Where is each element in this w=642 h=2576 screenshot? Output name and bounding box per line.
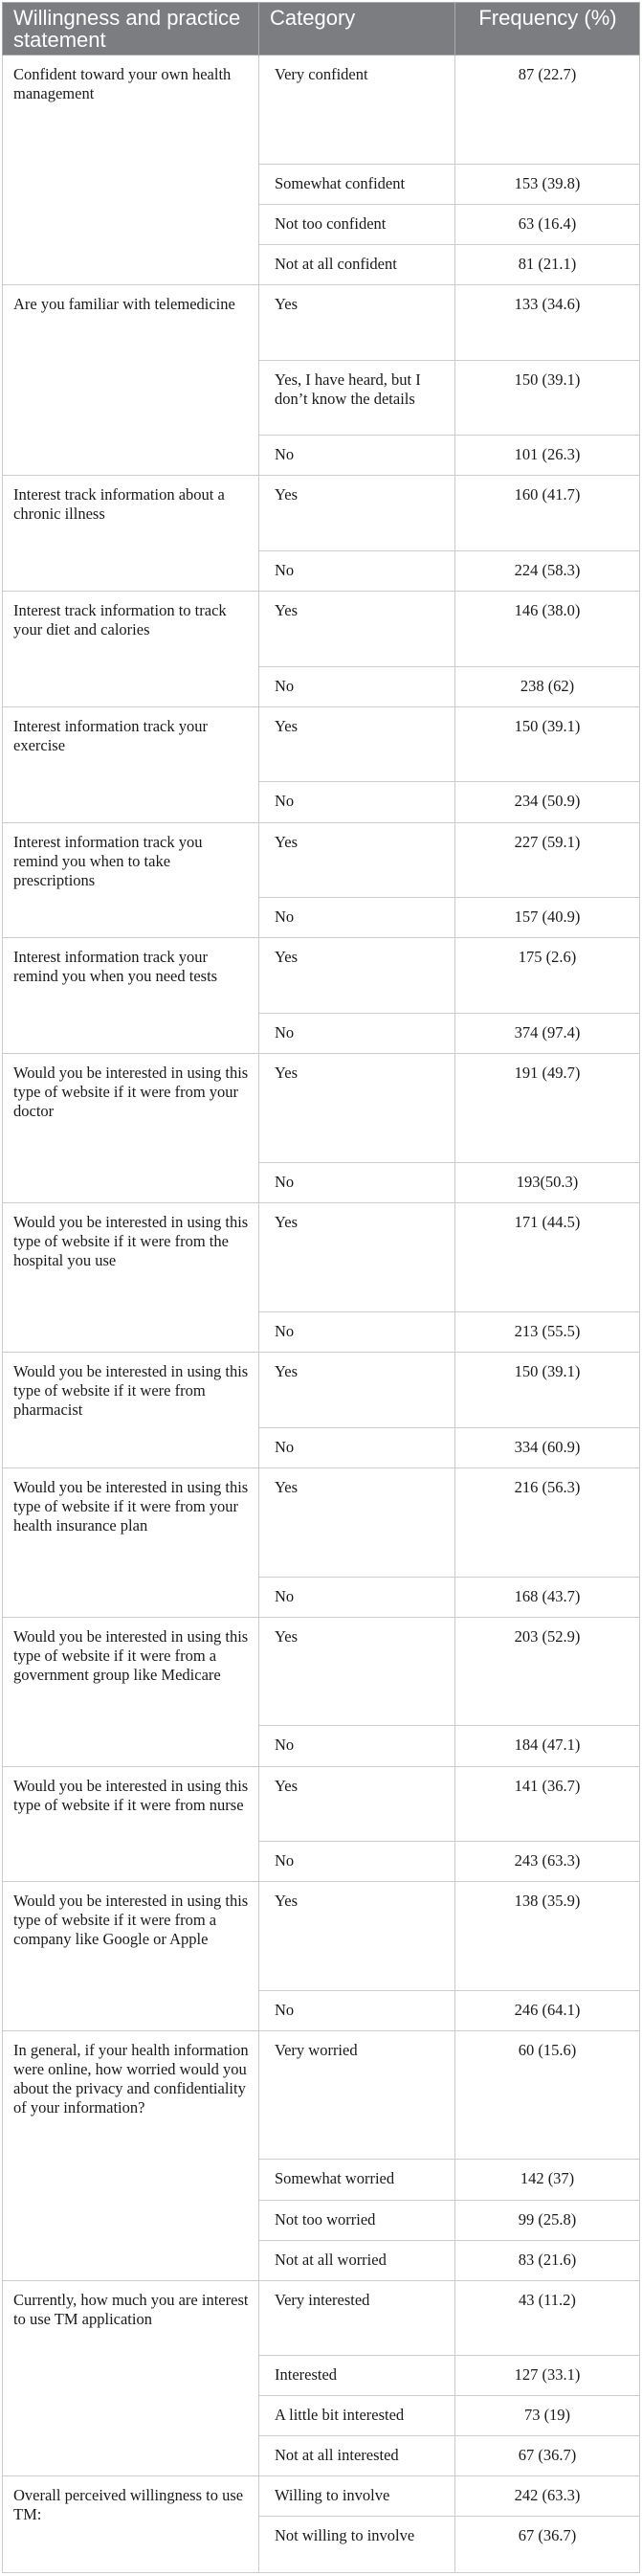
frequency-cell: 87 (22.7) [455, 56, 640, 165]
category-cell: Very confident [259, 56, 455, 165]
frequency-cell: 171 (44.5) [455, 1202, 640, 1311]
frequency-cell: 334 (60.9) [455, 1427, 640, 1467]
header-category: Category [259, 3, 455, 56]
statement-cell: Interest track information about a chronic illness [3, 476, 259, 592]
table-row [3, 592, 640, 667]
frequency-cell: 127 (33.1) [455, 2356, 640, 2396]
category-cell: Yes [259, 938, 455, 1014]
statement-cell: Confident toward your own health management [3, 56, 259, 285]
frequency-cell: 242 (63.3) [455, 2476, 640, 2517]
frequency-cell: 150 (39.1) [455, 1352, 640, 1427]
category-cell: Yes [259, 1766, 455, 1842]
frequency-cell: 67 (36.7) [455, 2517, 640, 2573]
category-cell: Yes [259, 1467, 455, 1577]
category-cell: Very interested [259, 2280, 455, 2356]
category-cell: No [259, 1013, 455, 1053]
frequency-cell: 73 (19) [455, 2396, 640, 2436]
frequency-cell: 153 (39.8) [455, 164, 640, 204]
statement-cell: Are you familiar with telemedicine [3, 285, 259, 476]
table-row [3, 822, 640, 898]
frequency-cell: 83 (21.6) [455, 2240, 640, 2280]
category-cell: No [259, 1577, 455, 1617]
category-cell: Somewhat confident [259, 164, 455, 204]
statement-cell: Currently, how much you are interest to use TM application [3, 2280, 259, 2476]
category-cell: Yes [259, 592, 455, 667]
frequency-cell: 224 (58.3) [455, 551, 640, 592]
category-cell: Yes, I have heard, but I don’t know the details [259, 360, 455, 436]
frequency-cell: 213 (55.5) [455, 1311, 640, 1352]
frequency-cell: 238 (62) [455, 666, 640, 706]
category-cell: No [259, 898, 455, 938]
frequency-cell: 157 (40.9) [455, 898, 640, 938]
frequency-cell: 138 (35.9) [455, 1882, 640, 1991]
table-row [3, 2476, 640, 2517]
statement-cell: Interest information track you remind you when to take prescriptions [3, 822, 259, 938]
table-row [3, 285, 640, 361]
frequency-cell: 43 (11.2) [455, 2280, 640, 2356]
frequency-cell: 246 (64.1) [455, 1991, 640, 2031]
category-cell: No [259, 1427, 455, 1467]
statement-cell: In general, if your health information were online, how worried would you about the privacy and confidentiality of your information? [3, 2031, 259, 2280]
header-statement: Willingness and practice statement [3, 3, 259, 56]
table-row [3, 706, 640, 782]
category-cell: No [259, 666, 455, 706]
category-cell: A little bit interested [259, 2396, 455, 2436]
category-cell: No [259, 1991, 455, 2031]
table-row [3, 1617, 640, 1726]
header-row [3, 3, 640, 56]
category-cell: Not too confident [259, 204, 455, 244]
category-cell: Interested [259, 2356, 455, 2396]
category-cell: No [259, 782, 455, 822]
frequency-cell: 146 (38.0) [455, 592, 640, 667]
statement-cell: Would you be interested in using this type of website if it were from nurse [3, 1766, 259, 1882]
frequency-cell: 67 (36.7) [455, 2436, 640, 2476]
table-row [3, 938, 640, 1014]
category-cell: Yes [259, 1352, 455, 1427]
table-body [3, 56, 640, 2573]
table-row [3, 1467, 640, 1577]
category-cell: No [259, 1311, 455, 1352]
statement-cell: Would you be interested in using this type of website if it were from the hospital you use [3, 1202, 259, 1352]
frequency-cell: 374 (97.4) [455, 1013, 640, 1053]
category-cell: Yes [259, 1202, 455, 1311]
frequency-cell: 150 (39.1) [455, 360, 640, 436]
category-cell: Willing to involve [259, 2476, 455, 2517]
frequency-cell: 160 (41.7) [455, 476, 640, 551]
table-row [3, 2031, 640, 2160]
frequency-cell: 191 (49.7) [455, 1053, 640, 1162]
category-cell: Yes [259, 476, 455, 551]
category-cell: Not at all interested [259, 2436, 455, 2476]
category-cell: Not willing to involve [259, 2517, 455, 2573]
frequency-cell: 168 (43.7) [455, 1577, 640, 1617]
table-row [3, 56, 640, 165]
table-row [3, 1352, 640, 1427]
statement-cell: Interest track information to track your diet and calories [3, 592, 259, 707]
frequency-cell: 203 (52.9) [455, 1617, 640, 1726]
category-cell: Yes [259, 285, 455, 361]
frequency-cell: 243 (63.3) [455, 1842, 640, 1882]
header-frequency: Frequency (%) [455, 3, 640, 56]
category-cell: No [259, 1726, 455, 1766]
frequency-cell: 63 (16.4) [455, 204, 640, 244]
frequency-cell: 227 (59.1) [455, 822, 640, 898]
frequency-cell: 216 (56.3) [455, 1467, 640, 1577]
frequency-cell: 133 (34.6) [455, 285, 640, 361]
category-cell: Not at all worried [259, 2240, 455, 2280]
frequency-cell: 101 (26.3) [455, 436, 640, 476]
frequency-cell: 141 (36.7) [455, 1766, 640, 1842]
category-cell: Somewhat worried [259, 2160, 455, 2200]
category-cell: No [259, 436, 455, 476]
category-cell: Very worried [259, 2031, 455, 2160]
category-cell: Not too worried [259, 2200, 455, 2240]
frequency-cell: 60 (15.6) [455, 2031, 640, 2160]
frequency-cell: 234 (50.9) [455, 782, 640, 822]
table-row [3, 476, 640, 551]
statement-cell: Overall perceived willingness to use TM: [3, 2476, 259, 2573]
frequency-cell: 99 (25.8) [455, 2200, 640, 2240]
category-cell: Yes [259, 1617, 455, 1726]
table-row [3, 1882, 640, 1991]
category-cell: Yes [259, 706, 455, 782]
category-cell: No [259, 551, 455, 592]
statement-cell: Interest information track your remind you when you need tests [3, 938, 259, 1054]
category-cell: Yes [259, 822, 455, 898]
statement-cell: Would you be interested in using this type of website if it were from your health insurance plan [3, 1467, 259, 1617]
table-row [3, 1766, 640, 1842]
table-header [3, 3, 640, 56]
frequency-cell: 184 (47.1) [455, 1726, 640, 1766]
frequency-cell: 142 (37) [455, 2160, 640, 2200]
frequency-cell: 81 (21.1) [455, 245, 640, 285]
table-row [3, 1202, 640, 1311]
category-cell: No [259, 1842, 455, 1882]
statement-cell: Interest information track your exercise [3, 706, 259, 822]
frequency-cell: 175 (2.6) [455, 938, 640, 1014]
category-cell: Not at all confident [259, 245, 455, 285]
statement-cell: Would you be interested in using this type of website if it were from pharmacist [3, 1352, 259, 1467]
frequency-table [2, 2, 640, 2573]
table-row [3, 1053, 640, 1162]
statement-cell: Would you be interested in using this type of website if it were from a company like Google or Apple [3, 1882, 259, 2031]
category-cell: No [259, 1162, 455, 1202]
category-cell: Yes [259, 1882, 455, 1991]
frequency-cell: 193(50.3) [455, 1162, 640, 1202]
statement-cell: Would you be interested in using this type of website if it were from a government group like Medicare [3, 1617, 259, 1766]
frequency-cell: 150 (39.1) [455, 706, 640, 782]
table-row [3, 2280, 640, 2356]
statement-cell: Would you be interested in using this type of website if it were from your doctor [3, 1053, 259, 1202]
category-cell: Yes [259, 1053, 455, 1162]
